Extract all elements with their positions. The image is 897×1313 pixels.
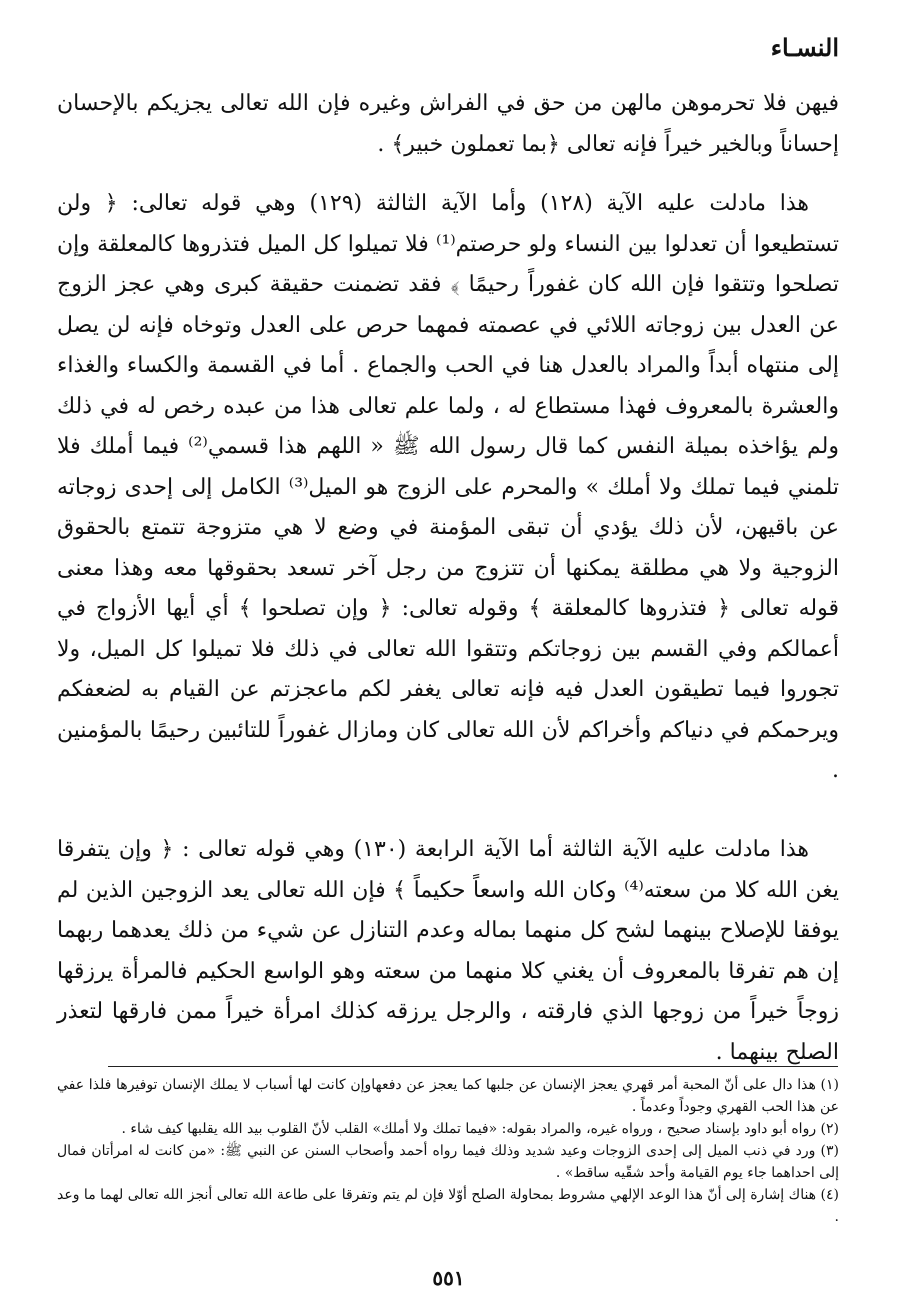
footnotes <box>57 1074 839 1228</box>
paragraph-3: هذا مادلت عليه الآية الثالثة أما الآية الرابعة (١٣٠) وهي قوله تعالى : ﴿ وإن يتفرقا يغن الله كلا من سعته⁽⁴⁾ وكان الله واسعاً حكيماً ﴾ فإن الله تعالى يعد الزوجين الذين لم يوفقا للإصلاح بينهما لشح كل منهما بماله وعدم التنازل عن شيء من ذلك يعدهما ربهما إن هم تفرقا بالمعروف أن يغني كلا منهما من سعته وهو الواسع الحكيم فالمرأة يرزقها زوجاً خيراً من زوجها الذي فارقته ، والرجل يرزقه كذلك امرأة خيراً ممن فارقها لتعذر الصلح بينهما . <box>57 837 839 1065</box>
paragraph-2: هذا مادلت عليه الآية (١٢٨) وأما الآية الثالثة (١٢٩) وهي قوله تعالى: ﴿ ولن تستطيعوا أن تعدلوا بين النساء ولو حرصتم⁽¹⁾ فلا تميلوا كل الميل فتذروها كالمعلقة وإن تصلحوا وتتقوا فإن الله كان غفوراً رحيمًا ﴾ فقد تضمنت حقيقة كبرى وهي عجز الزوج عن العدل بين زوجاته اللائي في عصمته فمهما حرص على العدل وتوخاه فإنه لن يصل إلى منتهاه أبداً والمراد بالعدل هنا في الحب والجماع . أما في القسمة والكساء والغذاء والعشرة بالمعروف فهذا مستطاع له ، ولما علم تعالى هذا من عبده رخص له في ذلك ولم يؤاخذه بميلة النفس كما قال رسول الله ﷺ « اللهم هذا قسمي⁽²⁾ فيما أملك فلا تلمني فيما تملك ولا أملك » والمحرم على الزوج هو الميل⁽³⁾ الكامل إلى إحدى زوجاته عن باقيهن، لأن ذلك يؤدي أن تبقى المؤمنة في وضع لا هي متزوجة تتمتع بالحقوق الزوجية ولا هي مطلقة يمكنها أن تتزوج من رجل آخر تسعد بحقوقها معه وهذا معنى قوله تعالى ﴿ فتذروها كالمعلقة ﴾ وقوله تعالى: ﴿ وإن تصلحوا ﴾ أي أيها الأزواج في أعمالكم وفي القسم بين زوجاتكم وتتقوا الله تعالى في ذلك فلا تميلوا كل الميل، ولا تجوروا فيما تطيقون العدل فيه فإنه تعالى يغفر لكم ماعجزتم عن القيام به لضعفكم ويرحمكم في دنياكم وأخراكم لأن الله تعالى كان ومازال غفوراً للتائبين رحيمًا بالمؤمنين . <box>57 191 840 783</box>
footnote-2: (٢) رواه أبو داود بإسناد صحيح ، ورواه غيره، والمراد بقوله: «فيما تملك ولا أملك» القلب لأنّ القلوب بيد الله يقلبها كيف شاء . <box>121 1121 839 1137</box>
footnote-3: (٣) ورد في ذنب الميل إلى إحدى الزوجات وعيد شديد وذلك فيما رواه أحمد وأصحاب السنن عن النبي ﷺ: «من كانت له امرأتان فمال إلى احداهما جاء يوم القيامة وأحد شقّيه ساقط» . <box>57 1143 839 1181</box>
running-header: النسـاء <box>770 33 839 62</box>
page-number: ٥٥١ <box>432 1266 465 1290</box>
footnote-divider <box>108 1066 838 1067</box>
paragraph-1: فيهن فلا تحرموهن مالهن من حق في الفراش وغيره فإن الله تعالى يجزيكم بالإحسان إحساناً وبالخير خيراً فإنه تعالى ﴿بما تعملون خبير﴾ . <box>57 91 839 157</box>
footnote-1: (١) هذا دال على أنّ المحبة أمر قهري يعجز الإنسان عن جلبها كما يعجز عن دفعهاوإن كانت لها أسباب لا يملك الإنسان توفيرها فلذا عفي عن هذا الحب القهري وجوداً وعدماً . <box>57 1077 839 1115</box>
footnote-4: (٤) هناك إشارة إلى أنّ هذا الوعد الإلهي مشروط بمحاولة الصلح أوّلا فإن لم يتم وتفرقا على طاعة الله تعالى أنجز الله تعالى لهما ما وعد . <box>57 1187 839 1225</box>
main-text <box>57 84 840 1065</box>
